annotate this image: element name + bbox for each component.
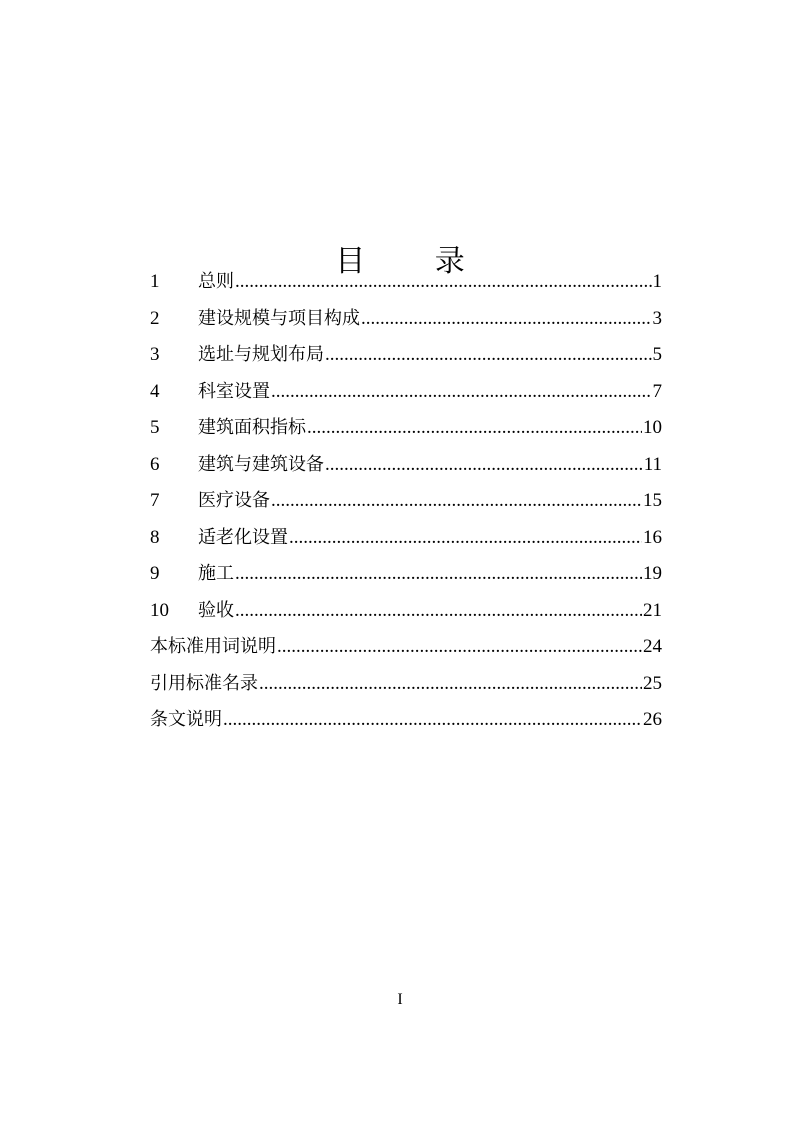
toc-number: 3: [150, 344, 160, 365]
toc-entry[interactable]: [150, 520, 662, 557]
toc-page-number: 24: [643, 636, 662, 657]
toc-number: 6: [150, 453, 160, 475]
toc-number: 8: [150, 526, 160, 548]
toc-leader-dots: [235, 556, 642, 593]
toc-number: 1: [150, 271, 160, 292]
toc-appendix-entry[interactable]: [150, 702, 662, 739]
toc-entry[interactable]: [150, 301, 662, 338]
toc-title: 科室设置: [198, 380, 270, 402]
toc-number: 7: [150, 490, 160, 511]
toc-title: 条文说明: [150, 709, 222, 730]
toc-page-number: 7: [652, 380, 662, 402]
toc-title: 验收: [198, 599, 234, 621]
toc-entry[interactable]: [150, 556, 662, 593]
toc-title: 选址与规划布局: [198, 344, 324, 365]
toc-page-number: 16: [643, 526, 662, 548]
toc-title: 适老化设置: [198, 526, 288, 548]
toc-title: 总则: [198, 271, 234, 292]
toc-page-number: 3: [652, 307, 662, 329]
toc-page-number: 19: [643, 563, 662, 584]
toc-page-number: 10: [643, 417, 662, 438]
toc-entry[interactable]: [150, 264, 662, 301]
toc-title: 引用标准名录: [150, 672, 258, 694]
toc-title: 医疗设备: [198, 490, 270, 511]
toc-number: 4: [150, 380, 160, 402]
toc-entry[interactable]: [150, 447, 662, 484]
toc-number: 10: [150, 599, 169, 621]
toc-appendix-entry[interactable]: [150, 629, 662, 666]
toc-title: 建筑与建筑设备: [198, 453, 324, 475]
toc-leader-dots: [277, 629, 642, 666]
toc-leader-dots: [271, 374, 652, 411]
toc-leader-dots: [325, 337, 652, 374]
toc-leader-dots: [307, 410, 642, 447]
toc-page-number: 1: [652, 271, 662, 292]
toc-leader-dots: [223, 702, 642, 739]
toc-number: 5: [150, 417, 160, 438]
toc-title: 本标准用词说明: [150, 636, 276, 657]
page-title: 目 录: [335, 244, 495, 280]
toc-entry[interactable]: [150, 374, 662, 411]
toc-entry[interactable]: [150, 410, 662, 447]
toc-leader-dots: [271, 483, 642, 520]
toc-entry[interactable]: [150, 337, 662, 374]
toc-leader-dots: [361, 301, 652, 338]
toc-leader-dots: [289, 520, 642, 557]
toc-leader-dots: [235, 264, 652, 301]
toc-page-number: 5: [652, 344, 662, 365]
toc-number: 2: [150, 307, 160, 329]
toc-page-number: 25: [643, 672, 662, 694]
page-number: I: [397, 991, 403, 1008]
toc-leader-dots: [235, 593, 642, 630]
toc-leader-dots: [325, 447, 643, 484]
toc-entry[interactable]: [150, 593, 662, 630]
table-of-contents: [150, 264, 662, 739]
toc-title: 建设规模与项目构成: [198, 307, 360, 329]
toc-number: 9: [150, 563, 160, 584]
toc-title: 建筑面积指标: [198, 417, 306, 438]
toc-page-number: 21: [643, 599, 662, 621]
toc-leader-dots: [259, 666, 642, 703]
toc-page-number: 26: [643, 709, 662, 730]
toc-title: 施工: [198, 563, 234, 584]
toc-entry[interactable]: [150, 483, 662, 520]
toc-appendix-entry[interactable]: [150, 666, 662, 703]
toc-page-number: 11: [643, 453, 662, 475]
toc-page-number: 15: [643, 490, 662, 511]
